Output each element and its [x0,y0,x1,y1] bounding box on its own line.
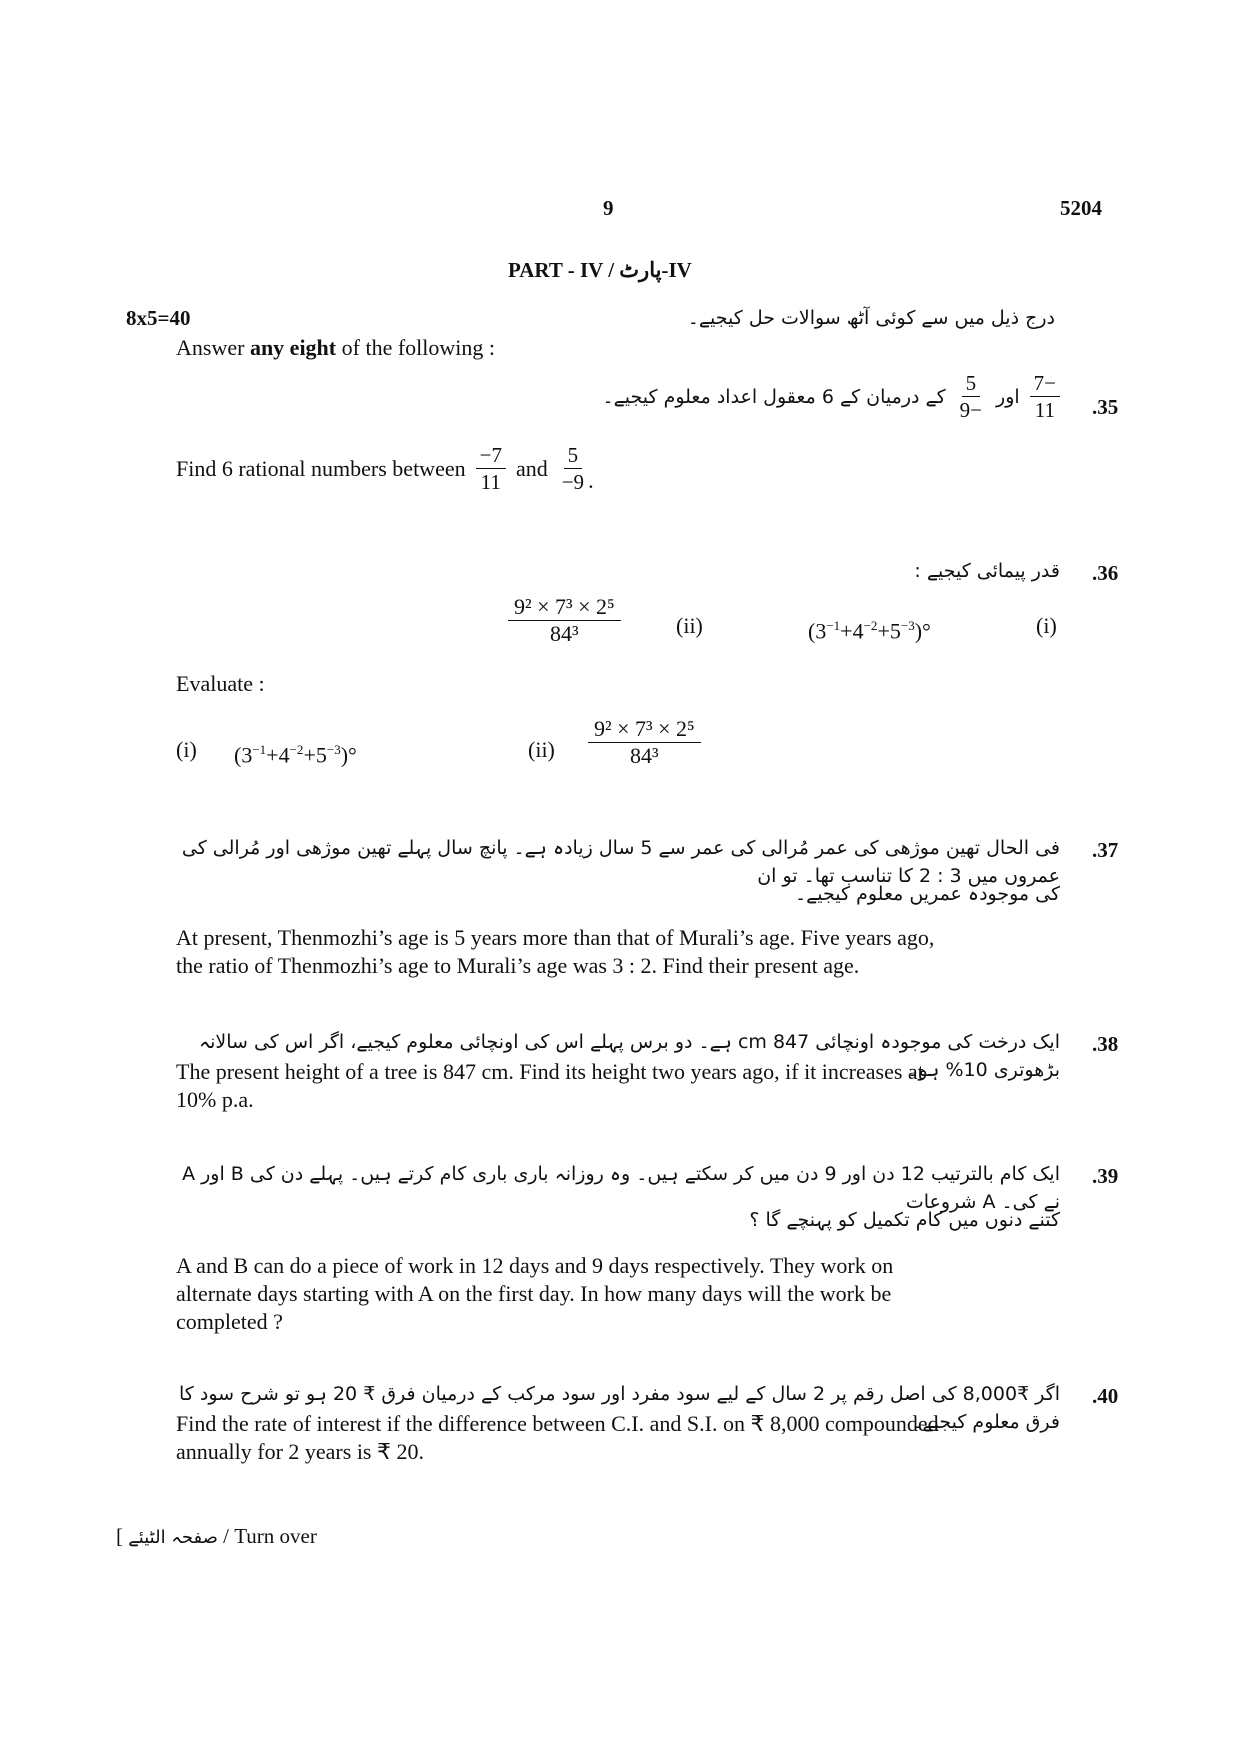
q36-ur-expr-i-e3: −3 [900,618,915,633]
q38-en [176,1058,1060,1114]
footer-bracket: [ [116,1524,123,1548]
q35-ur-frac-b-num: 5 [962,370,981,397]
part-title-en: PART - IV / [508,258,620,282]
q36-en-expr-i-base: (3 [234,742,253,768]
question-number-37: .37 [1092,838,1119,862]
q35-urdu-frac-b [956,370,986,423]
instructions-en-pre: Answer [176,335,250,360]
q35-en-frac-b-den: −9 [561,470,585,494]
footer-text-ur: صفحہ الٹیئے [128,1527,218,1548]
q36-ur-frac-ii-num: 9² × 7³ × 2⁵ [508,594,621,621]
question-number-40: .40 [1092,1384,1119,1408]
q36-ur-label-i: (i) [1036,613,1057,638]
q38-en-line1: The present height of a tree is 847 cm. Find its height two years ago, if it increases at [176,1059,924,1084]
q40-urdu-line1: اگر ₹8,000 کی اصل رقم پر 2 سال کے لیے سود مفرد اور سود مرکب کے درمیان فرق ₹ 20 ہو تو شرح سود کا فرق معلوم کیجیے۔ [179,1383,1060,1433]
q36-en-label-i: (i) [176,737,197,762]
q40-en-line1: Find the rate of interest if the difference between C.I. and S.I. on ₹ 8,000 compounded [176,1411,939,1436]
q35-ur-frac-b-den: −9 [959,398,983,422]
q36-en-expr-i [234,736,357,769]
part-title-ur: IV-پارٹ [619,258,692,282]
q36-ur-expr-i-end: )° [914,618,931,644]
q35-en-frac-b [558,442,588,495]
question-number-36: .36 [1092,561,1119,585]
q37-en [176,924,1060,980]
instructions-urdu: درج ذیل میں سے کوئی آٹھ سوالات حل کیجیے۔ [687,307,1055,329]
q36-en-frac-ii [588,716,701,769]
q36-ur-frac-ii-den: 84³ [550,621,579,646]
q37-urdu-line1: فی الحال تھین موژھی کی عمر مُرالی کی عمر سے 5 سال زیادہ ہے۔ پانچ سال پہلے تھین موژھی اور مُرالی کی عمروں میں 3 : 2 کا تناسب تھا۔ تو ان [181,837,1060,887]
question-number-38: .38 [1092,1032,1119,1056]
q36-en-expr-i-mid2: +5 [303,742,327,768]
q36-ur-expr-i-base: (3 [808,618,827,644]
q35-urdu-and: اور [996,385,1020,408]
q36-ur-expr-i-e1: −1 [826,618,841,633]
paper-code: 5204 [1060,196,1102,220]
q36-en-expr-i-end: )° [340,742,357,768]
q39-en-line2: alternate days starting with A on the first day. In how many days will the work be [176,1281,892,1306]
q40-en-line2: annually for 2 years is ₹ 20. [176,1439,424,1464]
q39-urdu-line2: کتنے دنوں میں کام تکمیل کو پہنچے گا ؟ [749,1209,1060,1231]
q39-en [176,1252,1060,1336]
q35-en-frac-a-den: 11 [480,470,501,494]
q39-en-line1: A and B can do a piece of work in 12 days and 9 days respectively. They work on [176,1253,894,1278]
question-number-35: .35 [1092,395,1119,419]
footer-text-en: / Turn over [217,1524,317,1548]
q36-en-label-ii: (ii) [528,737,555,762]
page-number: 9 [603,196,614,220]
q35-en-pre: Find 6 rational numbers between [176,455,466,481]
q36-ur-frac-ii [508,594,621,647]
footer-turn-over [116,1522,317,1552]
q36-ur-expr-i-mid1: +4 [840,618,864,644]
q40-en [176,1410,1060,1466]
q39-en-line3: completed ? [176,1309,283,1334]
q35-urdu [602,370,1060,423]
q36-en-expr-i-e1: −1 [252,742,267,757]
q36-ur-expr-i-e2: −2 [863,618,878,633]
instructions-en [176,334,495,362]
q36-ur-label-ii: (ii) [676,613,703,638]
marks-label: 8x5=40 [126,306,191,330]
q36-en-evaluate: Evaluate : [176,671,265,696]
q38-en-line2: 10% p.a. [176,1087,254,1112]
q36-en-frac-ii-den: 84³ [630,743,659,768]
q37-en-line2: the ratio of Thenmozhi’s age to Murali’s age was 3 : 2. Find their present age. [176,953,860,978]
q36-ur-expr-i-mid2: +5 [877,618,901,644]
q35-en-and: and [515,455,548,481]
q35-en-frac-b-num: 5 [564,442,583,469]
q35-urdu-frac-a [1030,370,1060,423]
instructions-en-post: of the following : [336,335,495,360]
q35-en-frac-a [476,442,506,495]
q36-en-expr-i-e3: −3 [326,742,341,757]
q36-en-expr-i-e2: −2 [289,742,304,757]
instructions-en-bold: any eight [249,335,337,360]
q35-ur-frac-a-num: −7 [1030,370,1060,397]
q35-urdu-text: کے درمیان کے 6 معقول اعداد معلوم کیجیے۔ [602,385,946,408]
q36-urdu-text: قدر پیمائی کیجیے : [914,560,1060,582]
q39-urdu-line1: A اور B ایک کام بالترتیب 12 دن اور 9 دن میں کر سکتے ہیں۔ وہ روزانہ باری باری کام کرتے ہیں۔ پہلے دن کی شروعات A نے کی۔ [182,1163,1060,1213]
q36-ur-expr-i [808,612,931,645]
q38-urdu-line1: ایک درخت کی موجودہ اونچائی 847 cm ہے۔ دو برس پہلے اس کی اونچائی معلوم کیجیے، اگر اس کی سالانہ بڑھوتری 10% ہو۔ [198,1031,1060,1081]
part-title [508,258,692,283]
q35-en [176,442,594,495]
q35-ur-frac-a-den: 11 [1034,398,1055,422]
q36-en-expr-i-mid1: +4 [266,742,290,768]
q36-en-frac-ii-num: 9² × 7³ × 2⁵ [588,716,701,743]
q35-en-frac-a-num: −7 [476,442,506,469]
question-number-39: .39 [1092,1164,1119,1188]
q37-urdu-line2: کی موجودہ عمریں معلوم کیجیے۔ [795,883,1060,905]
q35-en-end: . [588,468,594,493]
q37-en-line1: At present, Thenmozhi’s age is 5 years more than that of Murali’s age. Five years ago, [176,925,935,950]
